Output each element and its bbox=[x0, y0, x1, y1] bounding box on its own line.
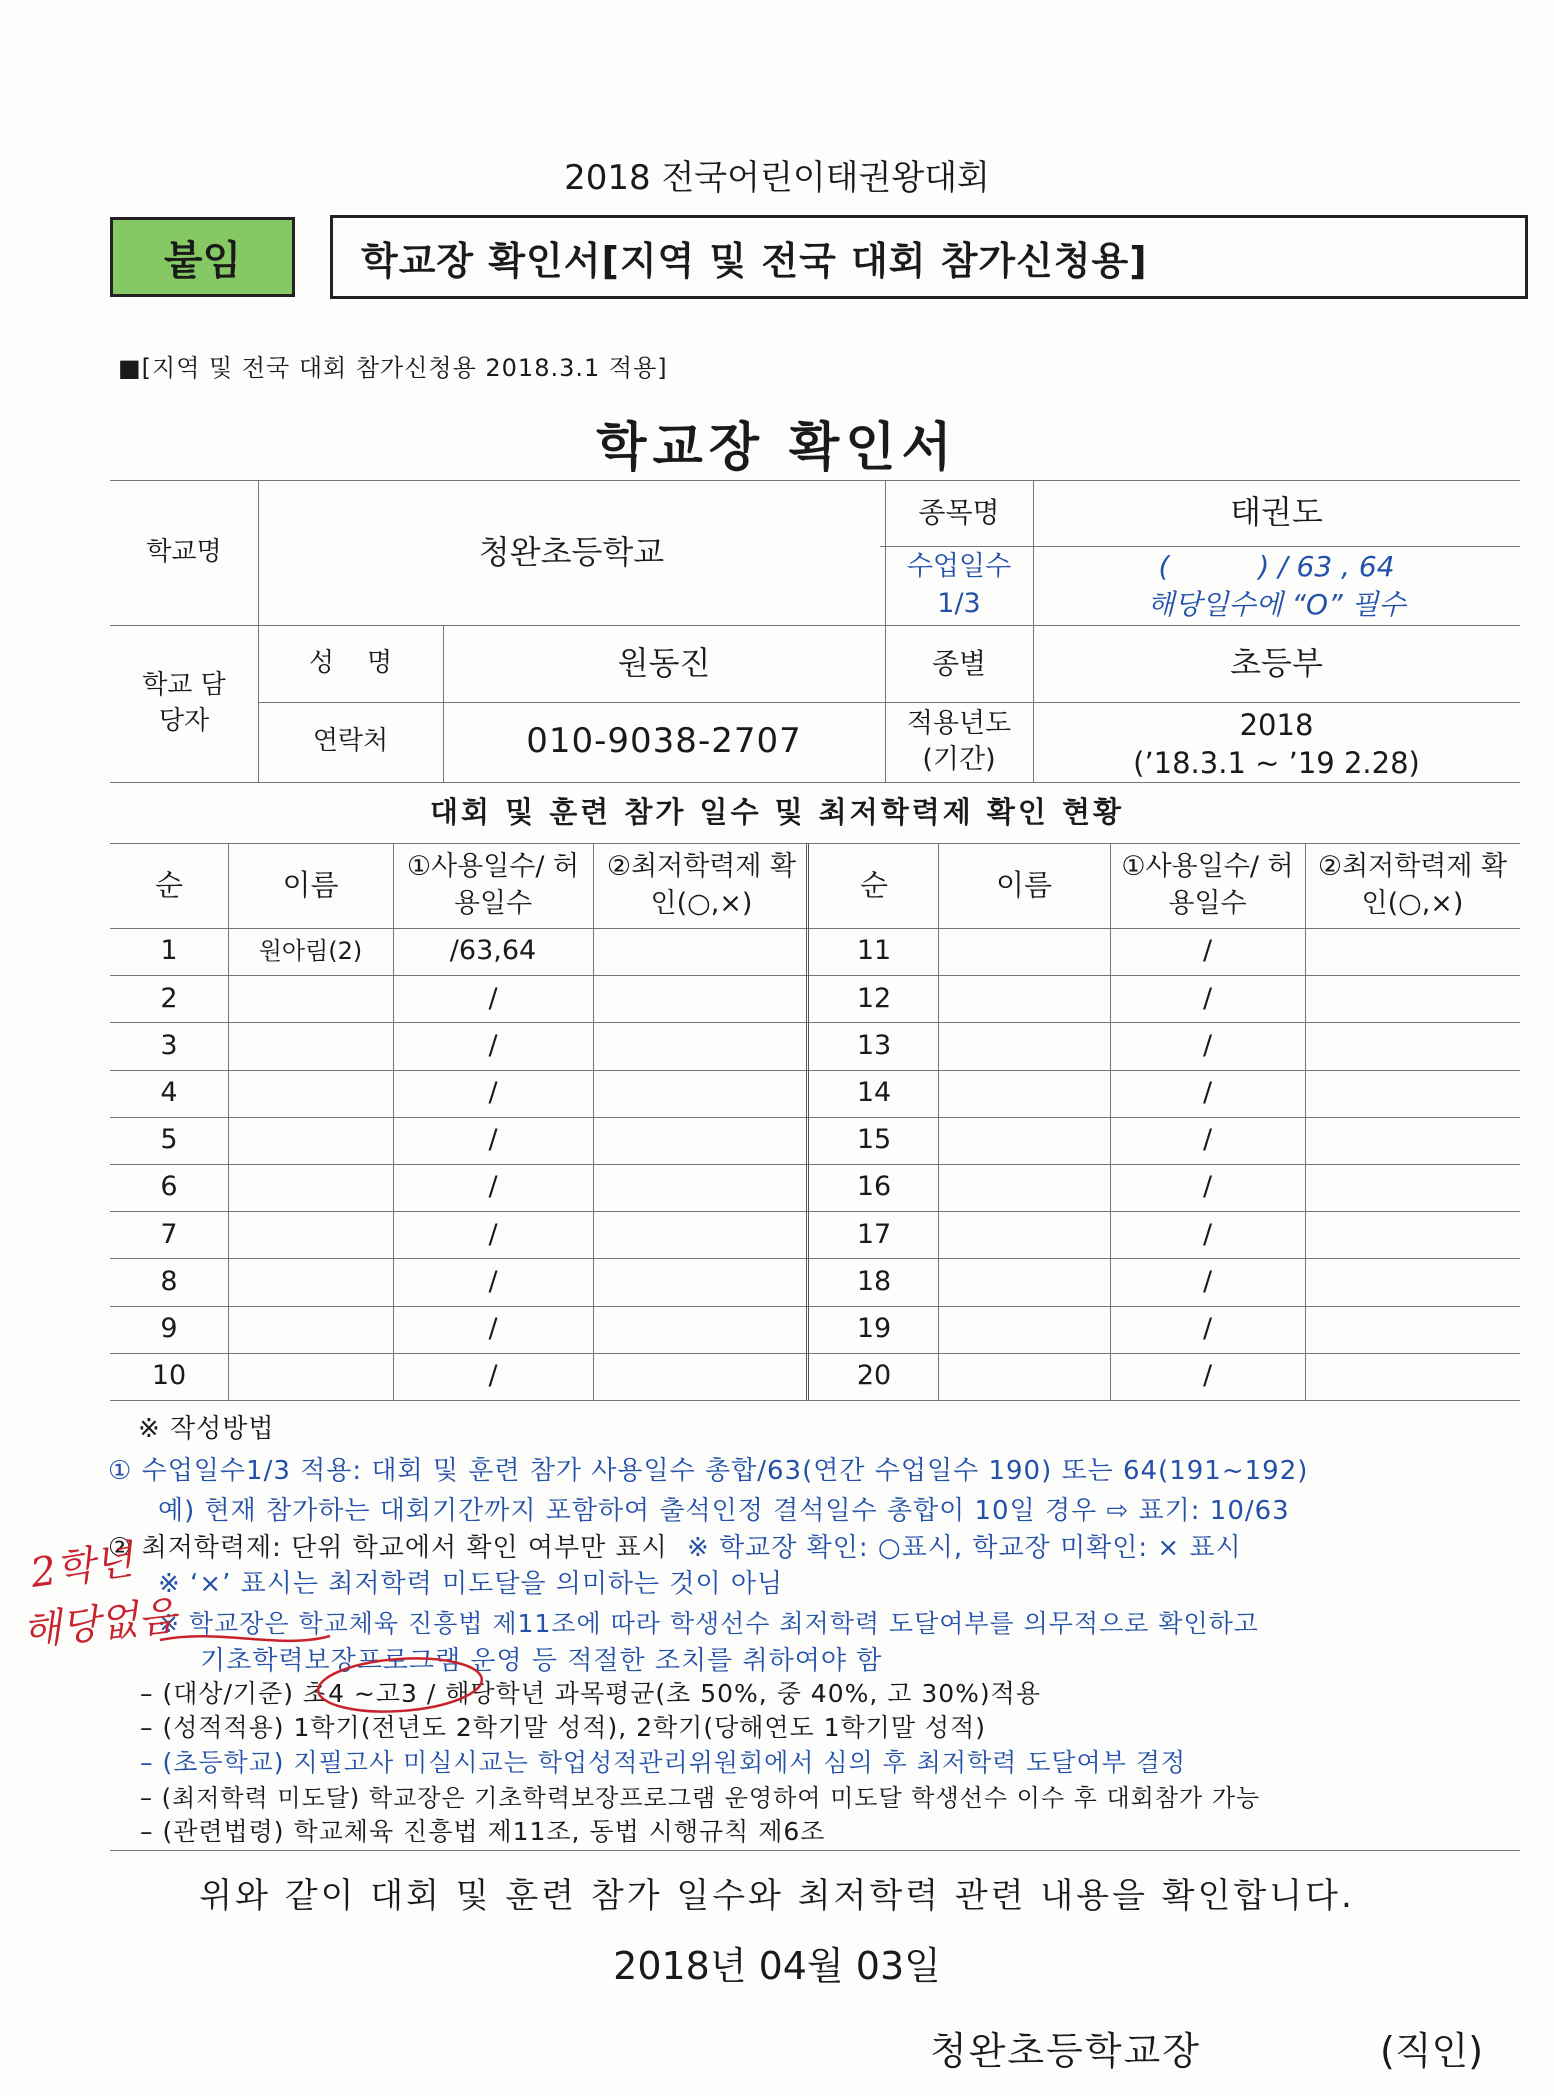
right-row-days: / bbox=[1202, 1124, 1213, 1156]
note-4b: 기초학력보장프로그램 운영 등 적절한 조치를 취하여야 함 bbox=[200, 1646, 883, 1676]
sport-value: 태권도 bbox=[1230, 493, 1323, 532]
table-line bbox=[110, 1400, 1520, 1401]
left-row-days: /63,64 bbox=[449, 935, 537, 967]
seal: (직인) bbox=[1380, 2029, 1484, 2073]
right-row-days: / bbox=[1202, 1029, 1213, 1061]
left-row-name bbox=[228, 1022, 393, 1069]
note-5: – (대상/기준) 초4 ~고3 / 해당학년 과목평균(초 50%, 중 40%, 고 30%)적용 bbox=[140, 1679, 1041, 1708]
right-header-check: ②최저학력제 확인(○,×) bbox=[1317, 851, 1508, 919]
right-row-no: 17 bbox=[856, 1218, 892, 1250]
class-days-label: 수업일수 1/3 bbox=[906, 551, 1012, 619]
right-header-no: 순 bbox=[859, 867, 888, 902]
left-row-no: 5 bbox=[160, 1124, 178, 1156]
right-row-name bbox=[938, 1070, 1110, 1117]
right-row-no: 14 bbox=[856, 1076, 892, 1108]
header-title: 학교장 확인서[지역 및 전국 대회 참가신청용] bbox=[361, 238, 1148, 283]
category-label: 종별 bbox=[931, 646, 987, 680]
right-row-name bbox=[938, 1306, 1110, 1353]
header-title-box bbox=[330, 215, 1528, 299]
left-row-check bbox=[593, 1353, 810, 1400]
right-header-days: ①사용일수/ 허용일수 bbox=[1121, 851, 1294, 919]
right-row-name bbox=[938, 1258, 1110, 1305]
left-row-name bbox=[228, 1353, 393, 1400]
left-row-no: 6 bbox=[160, 1171, 178, 1203]
right-row-no: 12 bbox=[856, 982, 892, 1014]
handwritten-note-line1: 2학년 bbox=[27, 1537, 136, 1597]
year-label: 적용년도 (기간) bbox=[906, 707, 1012, 775]
class-days-note: 해당일수에 “O” 필수 bbox=[1147, 588, 1406, 621]
year-value: 2018 bbox=[1239, 708, 1314, 742]
left-row-check bbox=[593, 1211, 810, 1258]
school-name: 청완초등학교 bbox=[478, 532, 665, 571]
right-row-name bbox=[938, 1117, 1110, 1164]
left-row-check bbox=[593, 1258, 810, 1305]
left-row-no: 9 bbox=[160, 1312, 178, 1344]
note-2-line bbox=[108, 1527, 1242, 1564]
left-row-no: 7 bbox=[160, 1218, 178, 1250]
note-2b: ※ 학교장 확인: ○표시, 학교장 미확인: × 표시 bbox=[687, 1533, 1242, 1563]
left-row-days: / bbox=[488, 982, 498, 1014]
left-row-no: 8 bbox=[160, 1265, 178, 1297]
notes-heading: ※ 작성방법 bbox=[138, 1414, 275, 1444]
footer-line bbox=[110, 1850, 1520, 1851]
right-row-no: 15 bbox=[856, 1124, 892, 1156]
left-row-no: 1 bbox=[160, 935, 178, 967]
category-value: 초등부 bbox=[1230, 643, 1323, 682]
left-header-check: ②최저학력제 확인(○,×) bbox=[606, 851, 797, 919]
right-row-days: / bbox=[1202, 1218, 1213, 1250]
left-row-check bbox=[593, 1164, 810, 1211]
note-1b: 예) 현재 참가하는 대회기간까지 포함하여 출석인정 결석일수 총합이 10일 경우 ⇨ 표기: 10/63 bbox=[158, 1496, 1290, 1526]
right-row-no: 16 bbox=[856, 1171, 892, 1203]
attachment-label: 붙임 bbox=[110, 217, 295, 297]
confirm-text: 위와 같이 대회 및 훈련 참가 일수와 최저학력 관련 내용을 확인합니다. bbox=[199, 1876, 1355, 1916]
left-row-no: 2 bbox=[160, 982, 178, 1014]
right-header-name: 이름 bbox=[995, 867, 1053, 902]
left-row-name bbox=[228, 1117, 393, 1164]
right-row-check bbox=[1305, 1164, 1520, 1211]
right-row-name bbox=[938, 1353, 1110, 1400]
left-row-days: / bbox=[488, 1265, 498, 1297]
note-8: – (최저학력 미도달) 학교장은 기초학력보장프로그램 운영하여 미도달 학생선수 이수 후 대회참가 가능 bbox=[140, 1784, 1261, 1812]
note-1a: ① 수업일수1/3 적용: 대회 및 훈련 참가 사용일수 총합/63(연간 수업일수 190) 또는 64(191~192) bbox=[108, 1456, 1309, 1486]
right-row-name bbox=[938, 1211, 1110, 1258]
phone-value: 010-9038-2707 bbox=[526, 721, 802, 762]
left-row-name bbox=[228, 1258, 393, 1305]
right-row-check bbox=[1305, 1353, 1520, 1400]
note-6: – (성적적용) 1학기(전년도 2학기말 성적), 2학기(당해연도 1학기말 성적) bbox=[140, 1713, 986, 1742]
name-value: 원동진 bbox=[617, 643, 711, 682]
right-row-check bbox=[1305, 928, 1520, 975]
left-row-check bbox=[593, 1070, 810, 1117]
name-label: 성 명 bbox=[308, 647, 393, 678]
left-row-name bbox=[228, 1070, 393, 1117]
right-row-check bbox=[1305, 975, 1520, 1022]
left-row-days: / bbox=[488, 1218, 498, 1250]
left-row-name bbox=[228, 975, 393, 1022]
date: 2018년 04월 03일 bbox=[613, 1944, 941, 1988]
left-row-days: / bbox=[488, 1076, 498, 1108]
left-row-name: 원아림(2) bbox=[258, 937, 363, 966]
sport-label: 종목명 bbox=[918, 496, 1000, 530]
class-days-value: ( ) / 63 , 64 bbox=[1158, 550, 1395, 583]
note-7: – (초등학교) 지필고사 미실시교는 학업성적관리위원회에서 심의 후 최저학력 도달여부 결정 bbox=[140, 1748, 1187, 1777]
left-row-name bbox=[228, 1211, 393, 1258]
right-row-name bbox=[938, 975, 1110, 1022]
right-row-check bbox=[1305, 1211, 1520, 1258]
right-row-no: 11 bbox=[856, 935, 892, 967]
note-9: – (관련법령) 학교체육 진흥법 제11조, 동법 시행규칙 제6조 bbox=[140, 1817, 826, 1846]
right-row-no: 18 bbox=[856, 1265, 892, 1297]
table-divider bbox=[806, 843, 809, 1400]
left-row-days: / bbox=[488, 1360, 498, 1392]
right-row-days: / bbox=[1202, 982, 1213, 1014]
right-row-check bbox=[1305, 1070, 1520, 1117]
right-row-no: 13 bbox=[856, 1029, 892, 1061]
left-row-check bbox=[593, 1022, 810, 1069]
right-row-check bbox=[1305, 1258, 1520, 1305]
left-row-no: 10 bbox=[151, 1360, 187, 1392]
left-row-no: 3 bbox=[160, 1029, 178, 1061]
left-row-name bbox=[228, 1306, 393, 1353]
right-row-no: 20 bbox=[856, 1360, 892, 1392]
school-label: 학교명 bbox=[146, 536, 222, 567]
right-row-days: / bbox=[1202, 1312, 1213, 1344]
event-title: 2018 전국어린이태권왕대회 bbox=[564, 158, 990, 198]
phone-label: 연락처 bbox=[312, 726, 389, 757]
section-title: 대회 및 훈련 참가 일수 및 최저학력제 확인 현황 bbox=[429, 795, 1125, 829]
right-row-check bbox=[1305, 1022, 1520, 1069]
note-4a: ※ 학교장은 학교체육 진흥법 제11조에 따라 학생선수 최저학력 도달여부를 의무적으로 확인하고 bbox=[158, 1609, 1259, 1638]
left-row-check bbox=[593, 1117, 810, 1164]
left-header-no: 순 bbox=[154, 867, 183, 902]
class-days-cell bbox=[1033, 546, 1520, 627]
left-row-check bbox=[593, 975, 810, 1022]
note-2a: ② 최저학력제: 단위 학교에서 확인 여부만 표시 bbox=[108, 1533, 668, 1563]
left-row-days: / bbox=[488, 1029, 498, 1061]
right-row-days: / bbox=[1202, 1265, 1213, 1297]
left-header-name: 이름 bbox=[282, 867, 339, 902]
left-row-days: / bbox=[488, 1312, 498, 1344]
left-row-days: / bbox=[488, 1171, 498, 1203]
doc-title: 학교장 확인서 bbox=[596, 418, 958, 478]
handwritten-note-line2: 해당없음 bbox=[20, 1593, 179, 1655]
subnote: ■[지역 및 전국 대회 참가신청용 2018.3.1 적용] bbox=[118, 354, 668, 382]
left-row-check bbox=[593, 928, 810, 975]
contact-group-label: 학교 담당자 bbox=[142, 670, 226, 736]
signatory: 청완초등학교장 bbox=[930, 2029, 1201, 2073]
right-row-name bbox=[938, 928, 1110, 975]
right-row-days: / bbox=[1202, 1171, 1213, 1203]
left-row-name bbox=[228, 1164, 393, 1211]
left-header-days: ①사용일수/ 허용일수 bbox=[406, 851, 580, 919]
year-period: (’18.3.1 ~ ’19 2.28) bbox=[1133, 746, 1420, 780]
right-row-check bbox=[1305, 1117, 1520, 1164]
right-row-days: / bbox=[1202, 1360, 1213, 1392]
left-row-no: 4 bbox=[160, 1076, 178, 1108]
right-row-check bbox=[1305, 1306, 1520, 1353]
left-row-days: / bbox=[488, 1124, 498, 1156]
right-row-name bbox=[938, 1022, 1110, 1069]
right-row-name bbox=[938, 1164, 1110, 1211]
left-row-check bbox=[593, 1306, 810, 1353]
right-row-no: 19 bbox=[856, 1312, 892, 1344]
right-row-days: / bbox=[1202, 935, 1213, 967]
year-cell bbox=[1033, 702, 1520, 786]
note-3: ※ ‘×’ 표시는 최저학력 미도달을 의미하는 것이 아님 bbox=[158, 1569, 784, 1599]
right-row-days: / bbox=[1202, 1076, 1213, 1108]
